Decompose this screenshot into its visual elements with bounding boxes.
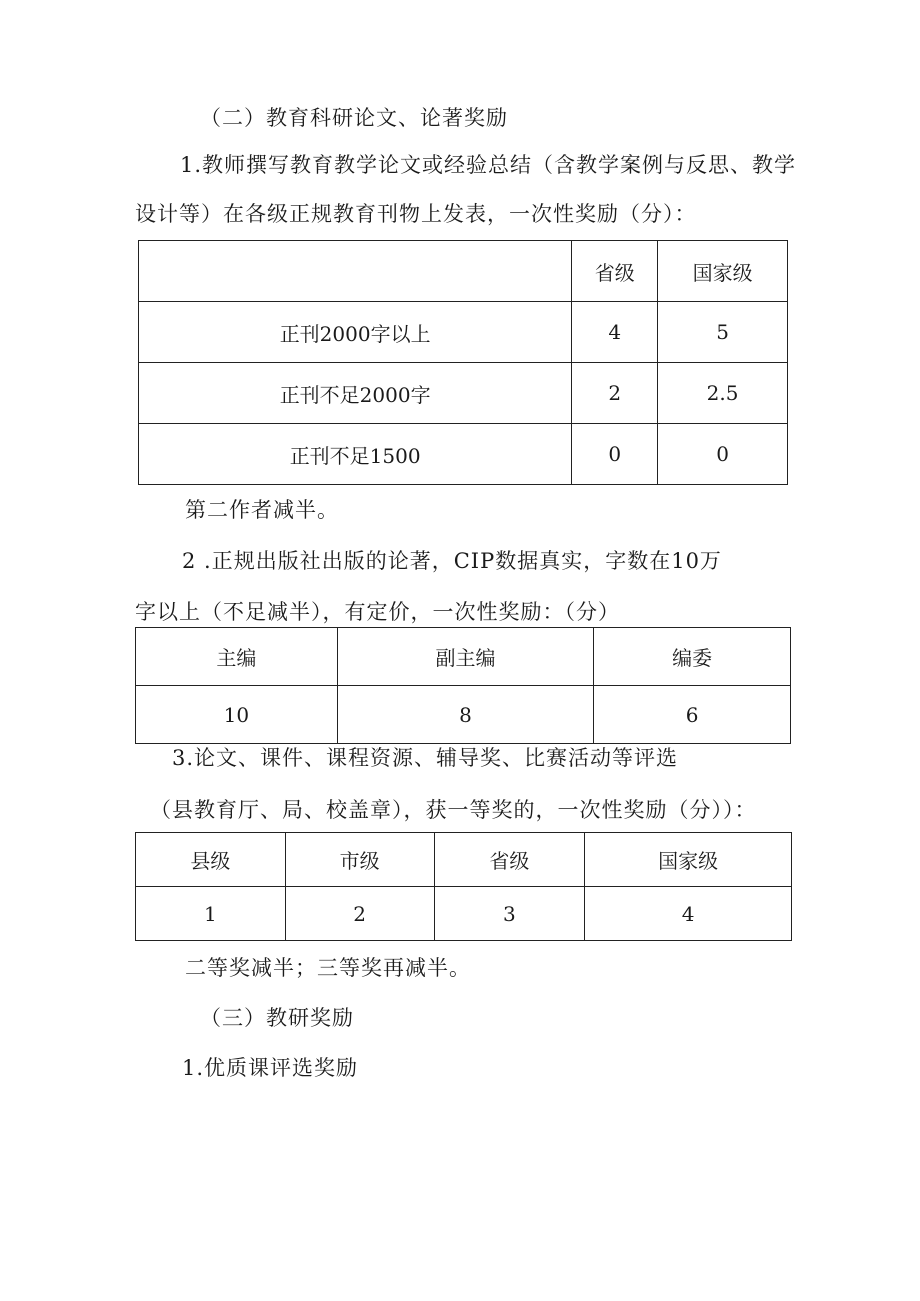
table-row <box>136 628 791 686</box>
table-cell: 0 <box>658 424 788 485</box>
item1-line1: 1.教师撰写教育教学论文或经验总结（含教学案例与反思、教学 <box>180 153 797 177</box>
table-header: 国家级 <box>585 833 792 887</box>
table-cell: 4 <box>585 887 792 941</box>
table-row <box>136 686 791 744</box>
table-cell: 4 <box>572 302 658 363</box>
table-cell: 5 <box>658 302 788 363</box>
table-cell: 8 <box>337 686 594 744</box>
item3-line2: （县教育厅、局、校盖章），获一等奖的，一次性奖励（分））： <box>150 798 757 822</box>
table-header: 省级 <box>434 833 585 887</box>
section-heading-2: （二）教育科研论文、论著奖励 <box>200 106 508 130</box>
table-header: 县级 <box>136 833 286 887</box>
table-cell: 正刊2000字以上 <box>139 302 572 363</box>
item2-line1: 2 .正规出版社出版的论著，CIP数据真实，字数在10万 <box>182 549 722 573</box>
table-row <box>139 424 788 485</box>
item3-line1: 3.论文、课件、课程资源、辅导奖、比赛活动等评选 <box>172 746 679 770</box>
table-cell: 2 <box>285 887 434 941</box>
table-header: 国家级 <box>658 241 788 302</box>
table-header: 省级 <box>572 241 658 302</box>
table-cell: 正刊不足1500 <box>139 424 572 485</box>
table-cell: 2.5 <box>658 363 788 424</box>
table-header: 副主编 <box>337 628 594 686</box>
table-header: 市级 <box>285 833 434 887</box>
table-row <box>136 833 792 887</box>
table-row <box>139 241 788 302</box>
journal-award-table <box>138 240 788 485</box>
section-heading-3: （三）教研奖励 <box>200 1006 354 1030</box>
table-header: 主编 <box>136 628 338 686</box>
competition-award-table <box>135 832 792 941</box>
table-cell: 2 <box>572 363 658 424</box>
table-cell: 10 <box>136 686 338 744</box>
table-cell: 3 <box>434 887 585 941</box>
table-row <box>139 302 788 363</box>
table-cell: 正刊不足2000字 <box>139 363 572 424</box>
note-prize-levels: 二等奖减半；三等奖再减半。 <box>185 956 471 980</box>
table-cell: 0 <box>572 424 658 485</box>
table-header: 编委 <box>594 628 791 686</box>
item4-heading: 1.优质课评选奖励 <box>182 1056 359 1080</box>
item1-line2: 设计等）在各级正规教育刊物上发表，一次性奖励（分）： <box>135 202 697 226</box>
table-cell: 6 <box>594 686 791 744</box>
book-award-table <box>135 627 791 744</box>
note-second-author: 第二作者减半。 <box>185 498 339 522</box>
item2-line2: 字以上（不足减半），有定价，一次性奖励：（分） <box>135 600 620 624</box>
table-cell: 1 <box>136 887 286 941</box>
table-cell <box>139 241 572 302</box>
table-row <box>136 887 792 941</box>
table-row <box>139 363 788 424</box>
